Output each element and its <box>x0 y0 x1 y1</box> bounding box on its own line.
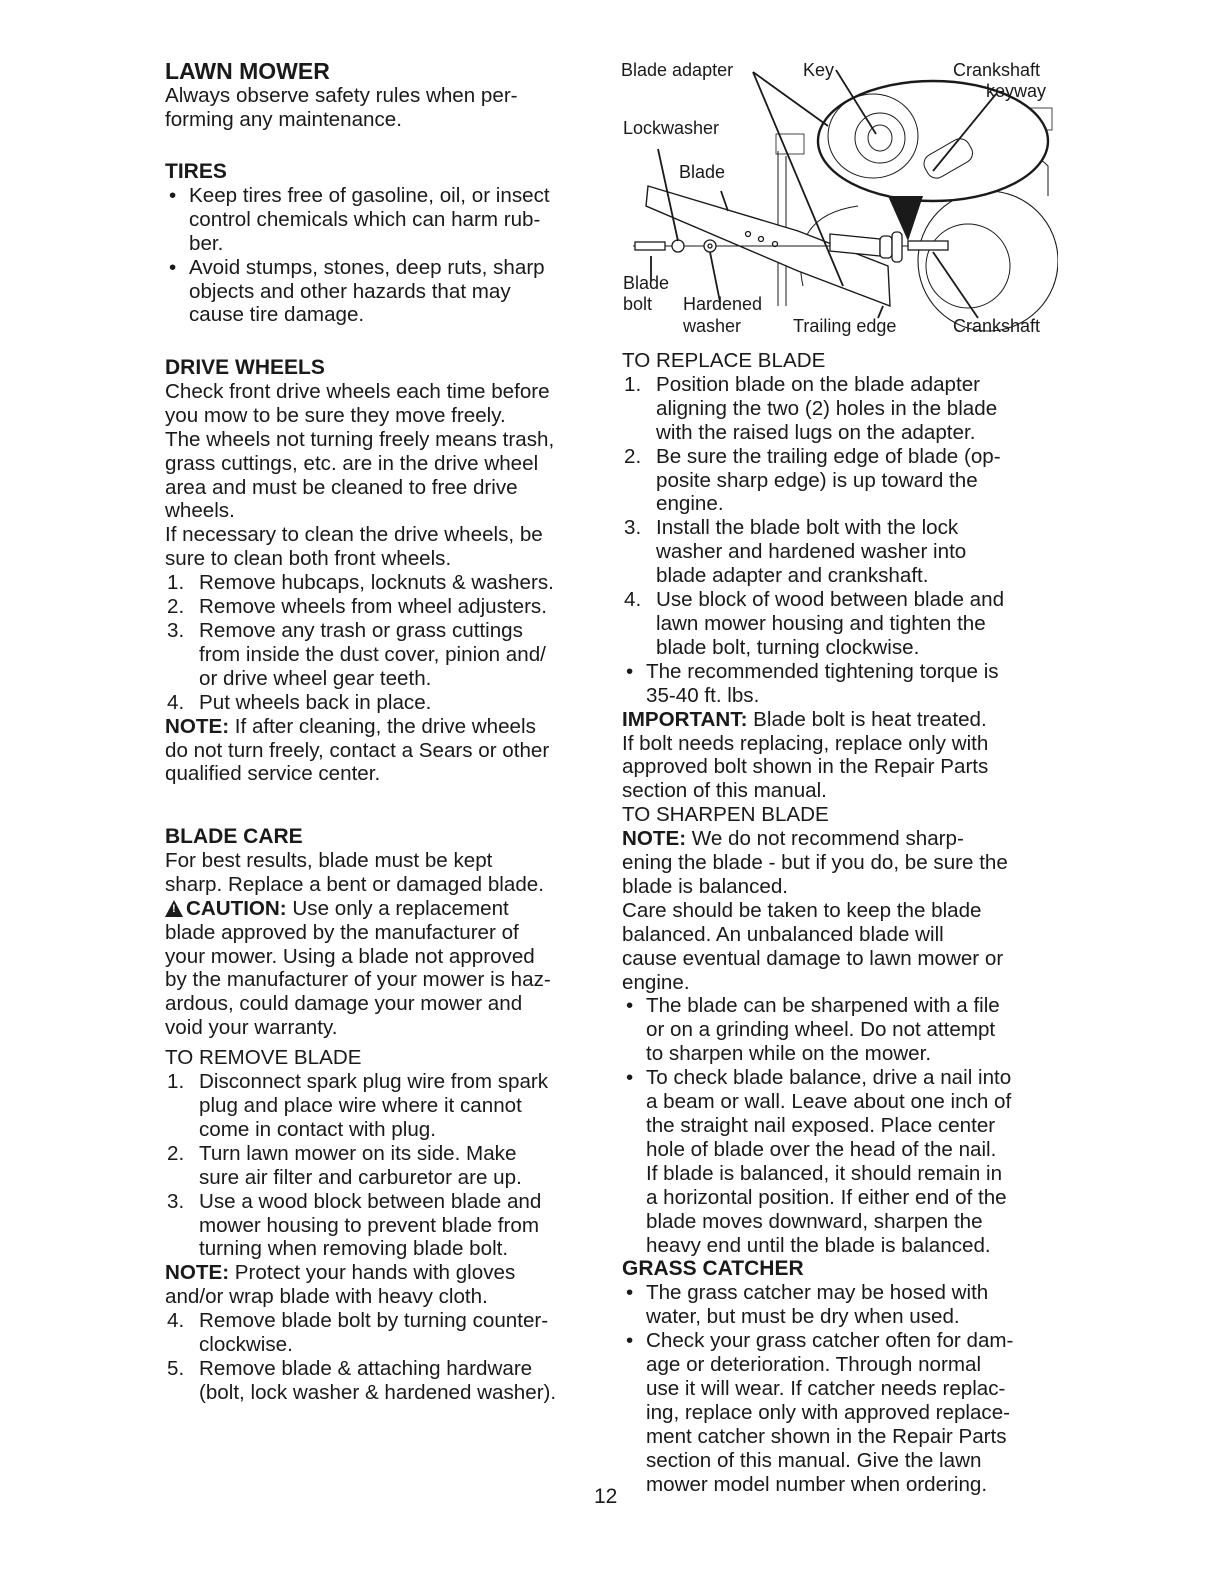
numbered-step <box>165 1142 556 1190</box>
text-line: ment catcher shown in the Repair Parts <box>646 1424 1007 1448</box>
item-text <box>165 1309 556 1357</box>
text-line: Be sure the trailing edge of blade (op- <box>656 444 1001 468</box>
numbered-step <box>165 1190 556 1262</box>
note-paragraph <box>622 708 1013 804</box>
text-line: Use block of wood between blade and <box>656 588 1005 612</box>
text-line: sharp. Replace a bent or damaged blade. <box>165 872 544 896</box>
text-line: cause eventual damage to lawn mower or <box>622 946 1004 970</box>
text-line: To check blade balance, drive a nail into <box>646 1066 1012 1090</box>
text-line: If bolt needs replacing, replace only with <box>622 731 989 755</box>
text-line: your mower. Using a blade not approved <box>165 944 535 968</box>
subsection-heading: TO REMOVE BLADE <box>165 1046 362 1070</box>
step-number: 2. <box>167 1141 185 1165</box>
text-line: ardous, could damage your mower and <box>165 992 523 1016</box>
label-crankshaft-keyway-line2: keyway <box>986 81 1047 101</box>
text-line: blade moves downward, sharpen the <box>646 1209 983 1233</box>
item-text <box>165 256 550 328</box>
text-line: ber. <box>189 231 224 255</box>
text-line: washer and hardened washer into <box>656 540 967 564</box>
item-text <box>622 1329 1013 1496</box>
bullet-icon: • <box>626 1329 634 1353</box>
text-line: Remove hubcaps, locknuts & washers. <box>199 571 554 595</box>
text-line: sure to clean both front wheels. <box>165 547 452 571</box>
numbered-step <box>165 691 554 715</box>
label-trailing-edge: Trailing edge <box>793 316 897 336</box>
section-heading: TIRES <box>165 160 227 183</box>
label-blade-adapter: Blade adapter <box>621 60 734 80</box>
text-line: Turn lawn mower on its side. Make <box>199 1141 517 1165</box>
section-blade-replace-sharpen-grass-catcher <box>622 349 1013 1497</box>
text-line: section of this manual. Give the lawn <box>646 1448 982 1472</box>
text-line: Check front drive wheels each time before <box>165 379 550 403</box>
label-crankshaft: Crankshaft <box>953 316 1041 336</box>
step-number: 4. <box>167 690 185 714</box>
text-line: Put wheels back in place. <box>199 690 432 714</box>
text-line: approved bolt shown in the Repair Parts <box>622 755 989 779</box>
step-number: 3. <box>167 618 185 642</box>
bullet-item <box>622 1329 1013 1496</box>
text-line: you mow to be sure they move freely. <box>165 403 506 427</box>
label-hardened-washer: Hardened <box>683 294 763 314</box>
label-hardened-washer-line2: washer <box>683 316 742 336</box>
item-text <box>165 1190 556 1262</box>
step-number: 5. <box>167 1356 185 1380</box>
label-lockwasher: Lockwasher <box>623 118 720 138</box>
text-line: engine. <box>622 970 690 994</box>
note-label: CAUTION: <box>186 896 287 920</box>
bullet-icon: • <box>626 659 634 683</box>
text-line: do not turn freely, contact a Sears or other <box>165 738 550 762</box>
item-text <box>165 595 554 619</box>
section-heading: GRASS CATCHER <box>622 1257 804 1281</box>
text-line: IMPORTANT: Blade bolt is heat treated. <box>622 707 987 731</box>
step-number: 1. <box>624 372 642 396</box>
text-line: cause tire damage. <box>189 303 365 327</box>
section-heading: DRIVE WHEELS <box>165 356 325 379</box>
step-number: 2. <box>624 444 642 468</box>
text-line: ening the blade - but if you do, be sure the <box>622 851 1008 875</box>
numbered-step <box>622 588 1013 660</box>
text-line: Disconnect spark plug wire from spark <box>199 1070 549 1094</box>
text-line: by the manufacturer of your mower is haz- <box>165 968 551 992</box>
text-line: plug and place wire where it cannot <box>199 1093 522 1117</box>
step-number: 4. <box>624 588 642 612</box>
label-blade-bolt: Blade <box>623 273 670 293</box>
step-number: 4. <box>167 1309 185 1333</box>
note-label: NOTE: <box>622 827 687 851</box>
text-line: Remove wheels from wheel adjusters. <box>199 595 547 619</box>
numbered-step <box>165 619 554 691</box>
section-tires <box>165 160 550 327</box>
text-line: age or deterioration. Through normal <box>646 1353 982 1377</box>
text-line: void your warranty. <box>165 1016 338 1040</box>
text-line: blade is balanced. <box>622 874 789 898</box>
text-line: lawn mower housing and tighten the <box>656 611 986 635</box>
item-text <box>622 1066 1013 1257</box>
section-lawn-mower <box>165 60 518 132</box>
item-text <box>165 184 550 256</box>
numbered-step <box>165 1357 556 1405</box>
subsection-heading: TO SHARPEN BLADE <box>622 803 829 827</box>
text-line: The grass catcher may be hosed with <box>646 1281 989 1305</box>
paragraph <box>165 84 518 132</box>
text-line: area and must be cleaned to free drive <box>165 475 518 499</box>
text-line: objects and other hazards that may <box>189 279 511 303</box>
text-line: Check your grass catcher often for dam- <box>646 1329 1014 1353</box>
text-line: Avoid stumps, stones, deep ruts, sharp <box>189 255 545 279</box>
bullet-item <box>622 1281 1013 1329</box>
numbered-step <box>165 1309 556 1357</box>
text-line: The recommended tightening torque is <box>646 659 999 683</box>
text-line: turning when removing blade bolt. <box>199 1237 509 1261</box>
text-line: clockwise. <box>199 1333 293 1357</box>
text-line: section of this manual. <box>622 779 827 803</box>
text-line: Always observe safety rules when per- <box>165 83 518 107</box>
text-line: posite sharp edge) is up toward the <box>656 468 978 492</box>
numbered-step <box>622 516 1013 588</box>
text-line: engine. <box>656 492 724 516</box>
bullet-item <box>622 660 1013 708</box>
numbered-step <box>165 595 554 619</box>
text-line: come in contact with plug. <box>199 1117 436 1141</box>
item-text <box>165 691 554 715</box>
text-line: balanced. An unbalanced blade will <box>622 922 944 946</box>
bullet-item <box>622 994 1013 1066</box>
text-line: Remove any trash or grass cuttings <box>199 618 523 642</box>
text-line: Care should be taken to keep the blade <box>622 898 982 922</box>
section-blade-care <box>165 825 556 1405</box>
text-line: !CAUTION: Use only a replacement <box>165 897 556 921</box>
text-line: ing, replace only with approved replace- <box>646 1400 1011 1424</box>
section-heading: LAWN MOWER <box>165 58 330 84</box>
page-number: 12 <box>594 1485 618 1508</box>
text-line: control chemicals which can harm rub- <box>189 207 541 231</box>
numbered-step <box>622 445 1013 517</box>
text-line: For best results, blade must be kept <box>165 848 493 872</box>
text-line: with the raised lugs on the adapter. <box>656 420 976 444</box>
text-line: If blade is balanced, it should remain in <box>646 1161 1003 1185</box>
text-line: hole of blade over the head of the nail. <box>646 1137 997 1161</box>
text-line: (bolt, lock washer & hardened washer). <box>199 1380 557 1404</box>
bullet-item <box>622 1066 1013 1257</box>
text-line: Install the blade bolt with the lock <box>656 516 959 540</box>
text-line: heavy end until the blade is balanced. <box>646 1233 991 1257</box>
blade-assembly-diagram <box>618 56 1058 346</box>
text-line: mower housing to prevent blade from <box>199 1213 539 1237</box>
label-blade: Blade <box>679 162 726 182</box>
text-line: use it will wear. If catcher needs replac- <box>646 1376 1006 1400</box>
text-line: If necessary to clean the drive wheels, be <box>165 523 543 547</box>
note-label: NOTE: <box>165 1261 230 1285</box>
item-text <box>622 516 1013 588</box>
numbered-step <box>622 373 1013 445</box>
item-text <box>622 445 1013 517</box>
text-line: mower model number when ordering. <box>646 1472 988 1496</box>
item-text <box>622 660 1013 708</box>
step-number: 3. <box>624 516 642 540</box>
item-text <box>622 588 1013 660</box>
bullet-icon: • <box>169 183 177 207</box>
section-drive-wheels <box>165 356 554 786</box>
numbered-step <box>165 571 554 595</box>
text-line: blade approved by the manufacturer of <box>165 920 519 944</box>
label-key: Key <box>803 60 835 80</box>
text-line: to sharpen while on the mower. <box>646 1042 932 1066</box>
text-line: a beam or wall. Leave about one inch of <box>646 1090 1012 1114</box>
text-line: Position blade on the blade adapter <box>656 372 981 396</box>
text-line: or drive wheel gear teeth. <box>199 666 432 690</box>
text-line: Remove blade & attaching hardware <box>199 1356 533 1380</box>
note-paragraph <box>165 715 554 787</box>
text-line: grass cuttings, etc. are in the drive wheel <box>165 451 539 475</box>
step-number: 1. <box>167 571 185 595</box>
text-line: NOTE: We do not recommend sharp- <box>622 827 964 851</box>
text-line: Use a wood block between blade and <box>199 1189 542 1213</box>
bullet-item <box>165 256 550 328</box>
text-line: blade bolt, turning clockwise. <box>656 635 920 659</box>
paragraph <box>165 380 554 571</box>
text-line: qualified service center. <box>165 762 381 786</box>
text-line: water, but must be dry when used. <box>646 1305 960 1329</box>
item-text <box>622 373 1013 445</box>
item-text <box>165 1142 556 1190</box>
paragraph <box>165 849 556 897</box>
step-number: 2. <box>167 595 185 619</box>
warning-triangle-icon <box>165 900 183 917</box>
bullet-icon: • <box>626 994 634 1018</box>
paragraph <box>622 899 1013 995</box>
section-heading: BLADE CARE <box>165 825 303 848</box>
step-number: 3. <box>167 1189 185 1213</box>
text-line: blade adapter and crankshaft. <box>656 564 929 588</box>
text-line: The blade can be sharpened with a file <box>646 994 1000 1018</box>
label-crankshaft-keyway: Crankshaft <box>953 60 1041 80</box>
bullet-icon: • <box>626 1281 634 1305</box>
item-text <box>165 619 554 691</box>
text-line: The wheels not turning freely means trash, <box>165 427 555 451</box>
bullet-icon: • <box>626 1066 634 1090</box>
text-line: NOTE: If after cleaning, the drive wheels <box>165 714 536 738</box>
note-paragraph <box>622 827 1013 899</box>
text-line: forming any maintenance. <box>165 107 402 131</box>
subsection-heading: TO REPLACE BLADE <box>622 349 826 372</box>
text-line: 35-40 ft. lbs. <box>646 683 760 707</box>
note-label: IMPORTANT: <box>622 707 748 731</box>
text-line: and/or wrap blade with heavy cloth. <box>165 1285 488 1309</box>
text-line: NOTE: Protect your hands with gloves <box>165 1261 516 1285</box>
text-line: wheels. <box>165 499 235 523</box>
note-paragraph <box>165 897 556 1040</box>
text-line: a horizontal position. If either end of the <box>646 1185 1007 1209</box>
text-line: the straight nail exposed. Place center <box>646 1114 996 1137</box>
item-text <box>165 1070 556 1142</box>
item-text <box>622 994 1013 1066</box>
text-line: sure air filter and carburetor are up. <box>199 1165 522 1189</box>
text-line: Remove blade bolt by turning counter- <box>199 1309 549 1333</box>
text-line: Keep tires free of gasoline, oil, or insect <box>189 183 550 207</box>
item-text <box>165 571 554 595</box>
bullet-icon: • <box>169 255 177 279</box>
note-label: NOTE: <box>165 714 230 738</box>
label-blade-bolt-line2: bolt <box>623 294 653 314</box>
text-line: or on a grinding wheel. Do not attempt <box>646 1018 996 1042</box>
note-paragraph <box>165 1261 556 1309</box>
numbered-step <box>165 1070 556 1142</box>
text-line: from inside the dust cover, pinion and/ <box>199 642 546 666</box>
text-line: aligning the two (2) holes in the blade <box>656 396 998 420</box>
bullet-item <box>165 184 550 256</box>
item-text <box>165 1357 556 1405</box>
step-number: 1. <box>167 1070 185 1094</box>
item-text <box>622 1281 1013 1329</box>
